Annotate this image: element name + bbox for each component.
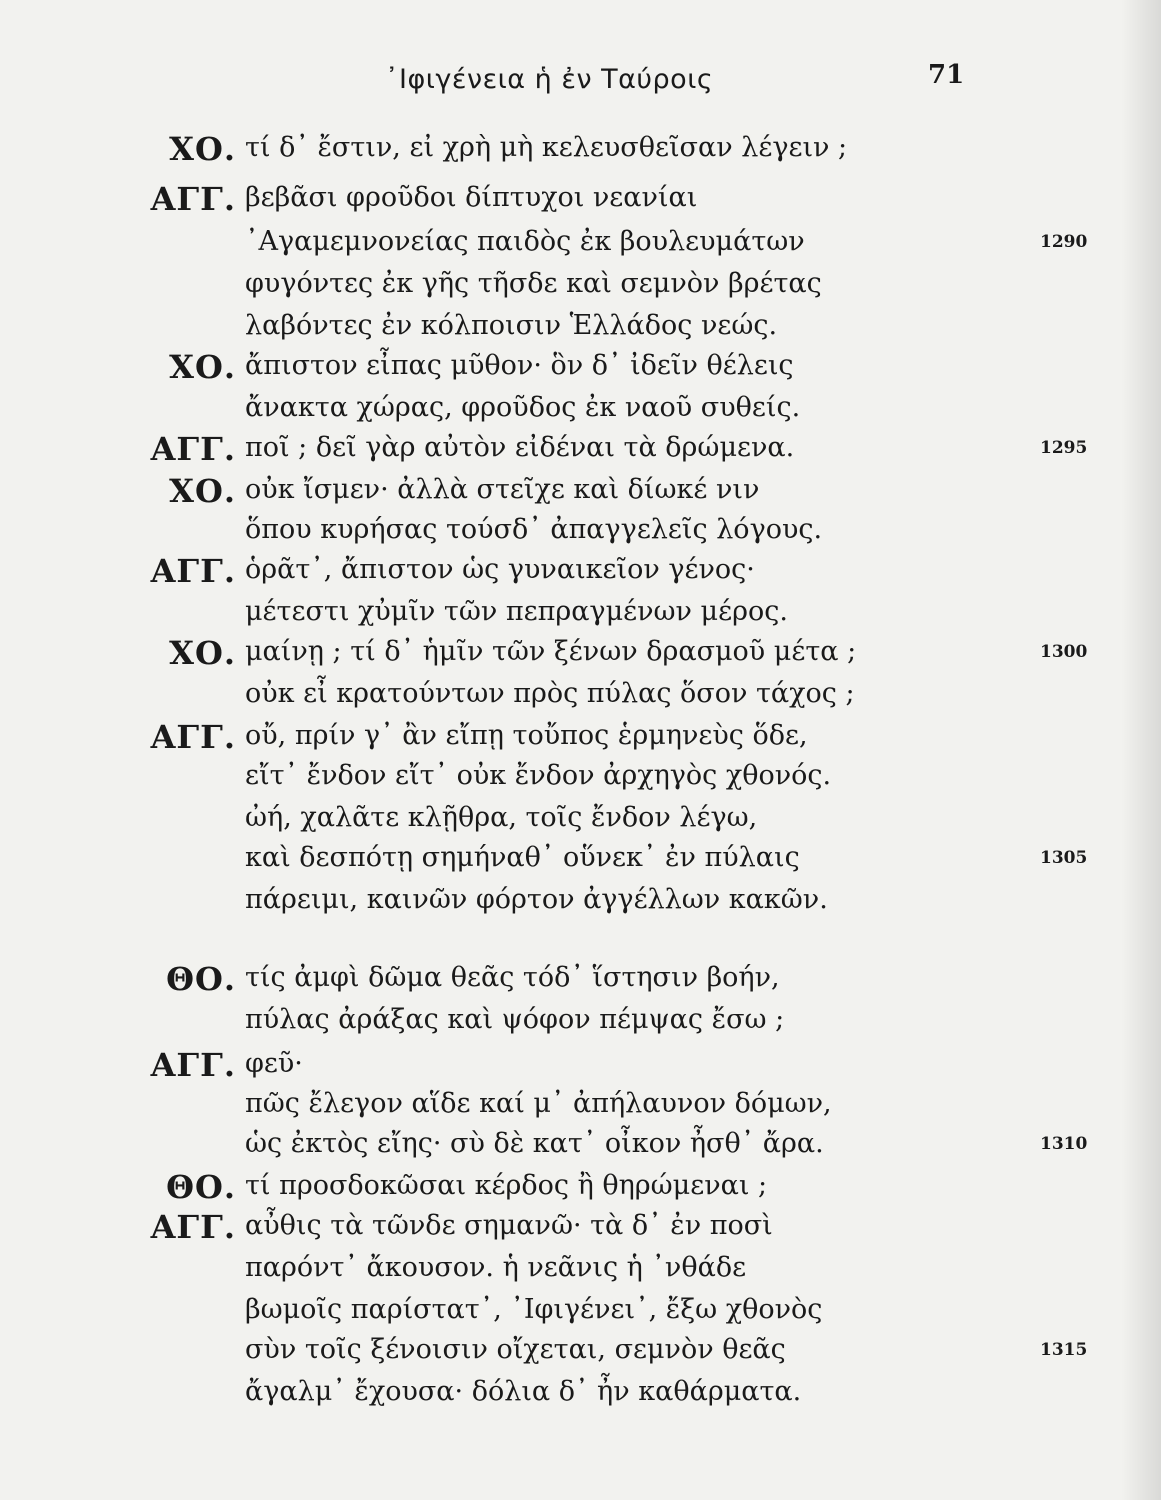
verse-text-line: λαβόντες ἐν κόλποισιν Ἑλλάδος νεώς. xyxy=(245,310,778,341)
page-number: 71 xyxy=(928,60,965,90)
verse-text-line: ὠή, χαλᾶτε κλῇθρα, τοῖς ἔνδον λέγω, xyxy=(245,802,758,833)
verse-line xyxy=(0,960,1161,1004)
speaker-label: ΧΟ. xyxy=(169,472,236,510)
verse-line xyxy=(0,180,1161,224)
verse-text-line: ὡς ἐκτὸς εἴης· σὺ δὲ κατ᾿ οἶκον ἦσθ᾿ ἄρα. xyxy=(245,1128,824,1159)
speaker-label: ΘΟ. xyxy=(166,960,236,998)
verse-text-line: πάρειμι, καινῶν φόρτον ἀγγέλλων κακῶν. xyxy=(245,884,828,915)
speaker-label: ΘΟ. xyxy=(166,1168,236,1206)
verse-line xyxy=(0,1292,1161,1336)
verse-text-line: τί δ᾿ ἔστιν, εἰ χρὴ μὴ κελευσθεῖσαν λέγειν ; xyxy=(245,132,848,163)
verse-line xyxy=(0,1374,1161,1418)
verse-text-line: μέτεστι χὐμῖν τῶν πεπραγμένων μέρος. xyxy=(245,596,788,627)
verse-text-line: ἄγαλμ᾿ ἔχουσα· δόλια δ᾿ ἦν καθάρματα. xyxy=(245,1376,802,1407)
verse-text-line: καὶ δεσπότῃ σημήναθ᾿ οὕνεκ᾿ ἐν πύλαις xyxy=(245,842,800,873)
line-number: 1300 xyxy=(1040,642,1088,662)
verse-line xyxy=(0,308,1161,352)
verse-text-line: οὔ, πρίν γ᾿ ἂν εἴπῃ τοὔπος ἑρμηνεὺς ὅδε, xyxy=(245,720,808,751)
verse-line xyxy=(0,1046,1161,1090)
verse-text-line: τί προσδοκῶσαι κέρδος ἢ θηρώμεναι ; xyxy=(245,1170,768,1201)
verse-text-line: σὺν τοῖς ξένοισιν οἴχεται, σεμνὸν θεᾶς xyxy=(245,1334,786,1365)
verse-line xyxy=(0,676,1161,720)
verse-line xyxy=(0,800,1161,844)
verse-line xyxy=(0,718,1161,762)
verse-text-line: πύλας ἀράξας καὶ ψόφον πέμψας ἔσω ; xyxy=(245,1004,785,1035)
verse-text-line: βωμοῖς παρίστατ᾿, ᾿Ιφιγένει᾿, ἔξω χθονὸς xyxy=(245,1294,823,1325)
verse-line xyxy=(0,552,1161,596)
line-number: 1310 xyxy=(1040,1134,1088,1154)
verse-line xyxy=(0,594,1161,638)
speaker-label: ΑΓΓ. xyxy=(150,430,236,468)
verse-text-line: πῶς ἔλεγον αἵδε καί μ᾿ ἀπήλαυνον δόμων, xyxy=(245,1088,832,1119)
verse-line xyxy=(0,224,1161,268)
line-number: 1305 xyxy=(1040,848,1088,868)
speaker-label: ΧΟ. xyxy=(169,634,236,672)
verse-text-line: βεβᾶσι φροῦδοι δίπτυχοι νεανίαι xyxy=(245,182,698,213)
verse-text-line: οὐκ εἶ κρατούντων πρὸς πύλας ὅσον τάχος ; xyxy=(245,678,855,709)
running-title: ᾿Ιφιγένεια ἡ ἐν Ταύροις xyxy=(385,64,714,95)
speaker-label: ΑΓΓ. xyxy=(150,552,236,590)
verse-line xyxy=(0,348,1161,392)
verse-line xyxy=(0,472,1161,516)
verse-line xyxy=(0,1250,1161,1294)
verse-line xyxy=(0,882,1161,926)
verse-text-line: φυγόντες ἐκ γῆς τῆσδε καὶ σεμνὸν βρέτας xyxy=(245,268,822,299)
verse-text-line: ἄπιστον εἶπας μῦθον· ὃν δ᾿ ἰδεῖν θέλεις xyxy=(245,350,794,381)
verse-text-line: τίς ἀμφὶ δῶμα θεᾶς τόδ᾿ ἵστησιν βοήν, xyxy=(245,962,780,993)
verse-line xyxy=(0,758,1161,802)
verse-text-line: ὁρᾶτ᾿, ἄπιστον ὡς γυναικεῖον γένος· xyxy=(245,554,755,585)
verse-text-line: εἴτ᾿ ἔνδον εἴτ᾿ οὐκ ἔνδον ἀρχηγὸς χθονός. xyxy=(245,760,832,791)
verse-text-line: παρόντ᾿ ἄκουσον. ἡ νεᾶνις ἡ ᾿νθάδε xyxy=(245,1252,747,1283)
verse-line xyxy=(0,840,1161,884)
verse-text-line: ὅπου κυρήσας τούσδ᾿ ἀπαγγελεῖς λόγους. xyxy=(245,514,823,545)
verse-text-line: ᾿Αγαμεμνονείας παιδὸς ἐκ βουλευμάτων xyxy=(245,226,805,257)
verse-text-line: ποῖ ; δεῖ γὰρ αὐτὸν εἰδέναι τὰ δρώμενα. xyxy=(245,432,795,463)
line-number: 1295 xyxy=(1040,438,1088,458)
verse-text-line: αὖθις τὰ τῶνδε σημανῶ· τὰ δ᾿ ἐν ποσὶ xyxy=(245,1210,773,1241)
speaker-label: ΑΓΓ. xyxy=(150,1208,236,1246)
verse-text-line: μαίνῃ ; τί δ᾿ ἡμῖν τῶν ξένων δρασμοῦ μέτα ; xyxy=(245,636,857,667)
verse-text-line: ἄνακτα χώρας, φροῦδος ἐκ ναοῦ συθείς. xyxy=(245,392,801,423)
verse-line xyxy=(0,390,1161,434)
verse-line xyxy=(0,1332,1161,1376)
verse-line xyxy=(0,1002,1161,1046)
verse-line xyxy=(0,1086,1161,1130)
verse-line xyxy=(0,430,1161,474)
speaker-label: ΑΓΓ. xyxy=(150,718,236,756)
verse-line xyxy=(0,1168,1161,1212)
line-number: 1315 xyxy=(1040,1340,1088,1360)
verse-line xyxy=(0,130,1161,174)
line-number: 1290 xyxy=(1040,232,1088,252)
verse-line xyxy=(0,512,1161,556)
speaker-label: ΧΟ. xyxy=(169,130,236,168)
verse-text-line: οὐκ ἴσμεν· ἀλλὰ στεῖχε καὶ δίωκέ νιν xyxy=(245,474,760,505)
verse-line xyxy=(0,266,1161,310)
verse-text-line: φεῦ· xyxy=(245,1048,303,1079)
verse-line xyxy=(0,1126,1161,1170)
speaker-label: ΑΓΓ. xyxy=(150,180,236,218)
speaker-label: ΑΓΓ. xyxy=(150,1046,236,1084)
speaker-label: ΧΟ. xyxy=(169,348,236,386)
verse-line xyxy=(0,1208,1161,1252)
verse-line xyxy=(0,634,1161,678)
